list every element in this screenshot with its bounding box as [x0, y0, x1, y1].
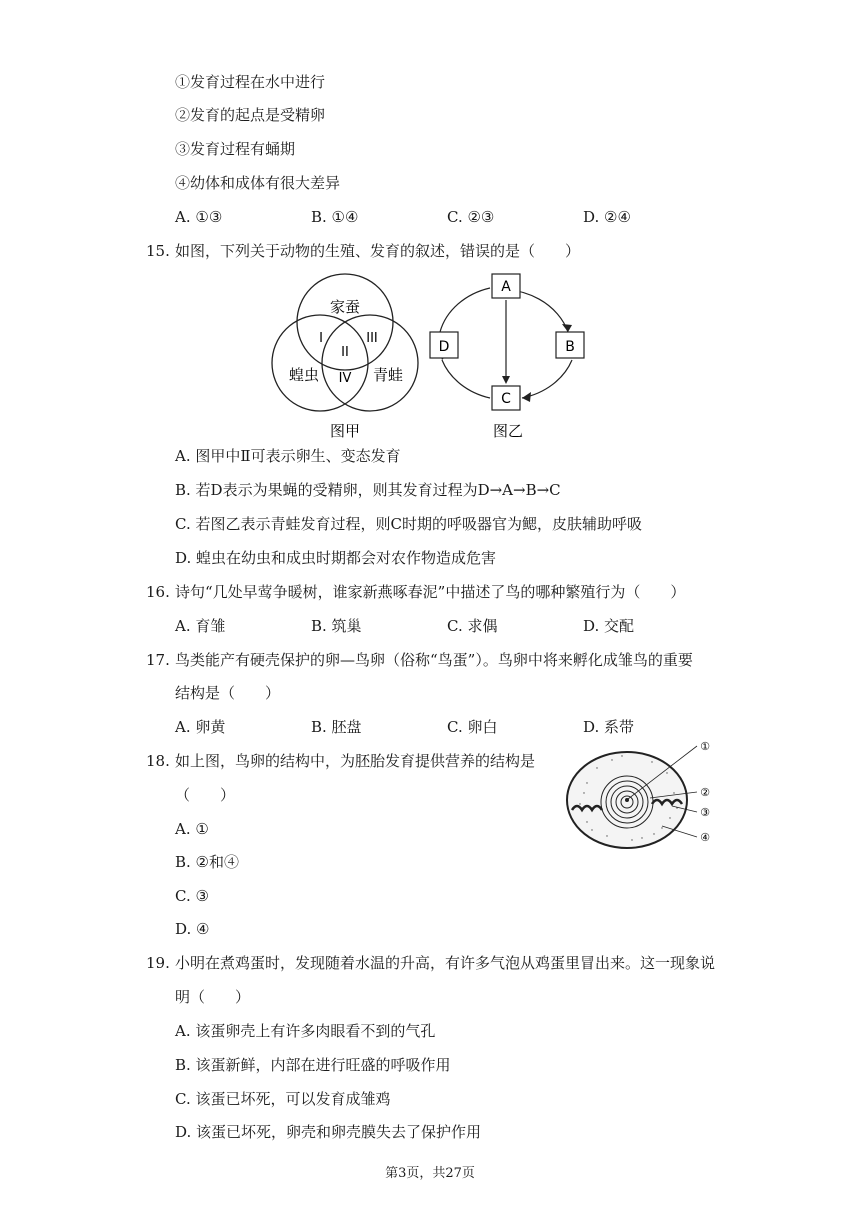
statement-1: ①发育过程在水中进行: [175, 73, 326, 91]
question-stem-line-2: 明（ ）: [175, 988, 251, 1006]
option-a[interactable]: A. 该蛋卵壳上有许多肉眼看不到的气孔: [175, 1022, 436, 1040]
option-b[interactable]: B. 该蛋新鲜，内部在进行旺盛的呼吸作用: [175, 1056, 451, 1074]
cycle-node-c: C: [501, 391, 511, 407]
statement-3: ③发育过程有蛹期: [175, 140, 296, 158]
question-number: 16.: [146, 583, 170, 601]
option-a[interactable]: A. ①: [175, 820, 209, 838]
egg-label-4: ④: [700, 831, 710, 844]
option-c[interactable]: C. 该蛋已坏死，可以发育成雏鸡: [175, 1090, 391, 1108]
statement-4: ④幼体和成体有很大差异: [175, 174, 341, 192]
egg-label-3: ③: [700, 806, 710, 819]
venn-region-2: II: [341, 345, 349, 360]
question-stem-line-1: 小明在煮鸡蛋时，发现随着水温的升高，有许多气泡从鸡蛋里冒出来。这一现象说: [175, 954, 716, 972]
egg-structure-figure: [562, 738, 722, 853]
question-number: 15.: [146, 242, 170, 260]
venn-label-left: 蝗虫: [288, 366, 320, 384]
question-stem-line-2: （ ）: [175, 786, 236, 804]
question-stem: 诗句“几处早莺争暖树，谁家新燕啄春泥”中描述了鸟的哪种繁殖行为（ ）: [175, 583, 686, 601]
page-footer: 第3页，共27页: [385, 1166, 475, 1181]
venn-region-4: IV: [338, 371, 352, 386]
q15-figure: [270, 270, 610, 445]
option-b[interactable]: B. 胚盘: [311, 718, 362, 736]
option-d[interactable]: D. 该蛋已坏死，卵壳和卵壳膜失去了保护作用: [175, 1123, 482, 1141]
question-number: 19.: [146, 954, 170, 972]
cycle-node-a: A: [501, 279, 511, 295]
venn-diagram: [272, 274, 418, 411]
cycle-caption: 图乙: [492, 422, 524, 440]
cycle-node-d: D: [438, 339, 450, 355]
question-stem-line-1: 鸟类能产有硬壳保护的卵—鸟卵（俗称“鸟蛋”）。鸟卵中将来孵化成雏鸟的重要: [175, 651, 693, 669]
option-b[interactable]: B. ②和④: [175, 853, 240, 871]
question-number: 18.: [146, 752, 170, 770]
question-stem-line-1: 如上图，鸟卵的结构中，为胚胎发育提供营养的结构是: [175, 752, 536, 770]
option-b[interactable]: B. ①④: [311, 208, 359, 226]
option-a[interactable]: A. 图甲中Ⅱ可表示卵生、变态发育: [175, 447, 401, 465]
option-c[interactable]: C. 若图乙表示青蛙发育过程，则C时期的呼吸器官为鳃，皮肤辅助呼吸: [175, 515, 642, 533]
cycle-node-b: B: [565, 339, 575, 355]
venn-label-right: 青蛙: [372, 366, 404, 384]
statement-2: ②发育的起点是受精卵: [175, 106, 326, 124]
egg-label-1: ①: [700, 740, 710, 753]
question-stem: 如图，下列关于动物的生殖、发育的叙述，错误的是（ ）: [175, 242, 581, 260]
question-number: 17.: [146, 651, 170, 669]
venn-label-top: 家蚕: [329, 298, 361, 316]
option-d[interactable]: D. 蝗虫在幼虫和成虫时期都会对农作物造成危害: [175, 549, 497, 567]
option-c[interactable]: C. 求偶: [447, 617, 498, 635]
option-a[interactable]: A. ①③: [175, 208, 223, 226]
option-d[interactable]: D. 交配: [583, 617, 635, 635]
option-d[interactable]: D. ②④: [583, 208, 631, 226]
option-b[interactable]: B. 若D表示为果蝇的受精卵，则其发育过程为D→A→B→C: [175, 481, 561, 499]
option-c[interactable]: C. 卵白: [447, 718, 498, 736]
question-stem-line-2: 结构是（ ）: [175, 684, 281, 702]
venn-caption: 图甲: [329, 422, 361, 440]
option-d[interactable]: D. ④: [175, 920, 210, 938]
option-a[interactable]: A. 育雏: [175, 617, 226, 635]
option-a[interactable]: A. 卵黄: [175, 718, 226, 736]
egg-label-2: ②: [700, 786, 710, 799]
option-b[interactable]: B. 筑巢: [311, 617, 362, 635]
venn-region-3: III: [366, 331, 378, 346]
option-d[interactable]: D. 系带: [583, 718, 635, 736]
option-c[interactable]: C. ②③: [447, 208, 495, 226]
option-c[interactable]: C. ③: [175, 887, 209, 905]
venn-region-1: I: [319, 331, 323, 346]
